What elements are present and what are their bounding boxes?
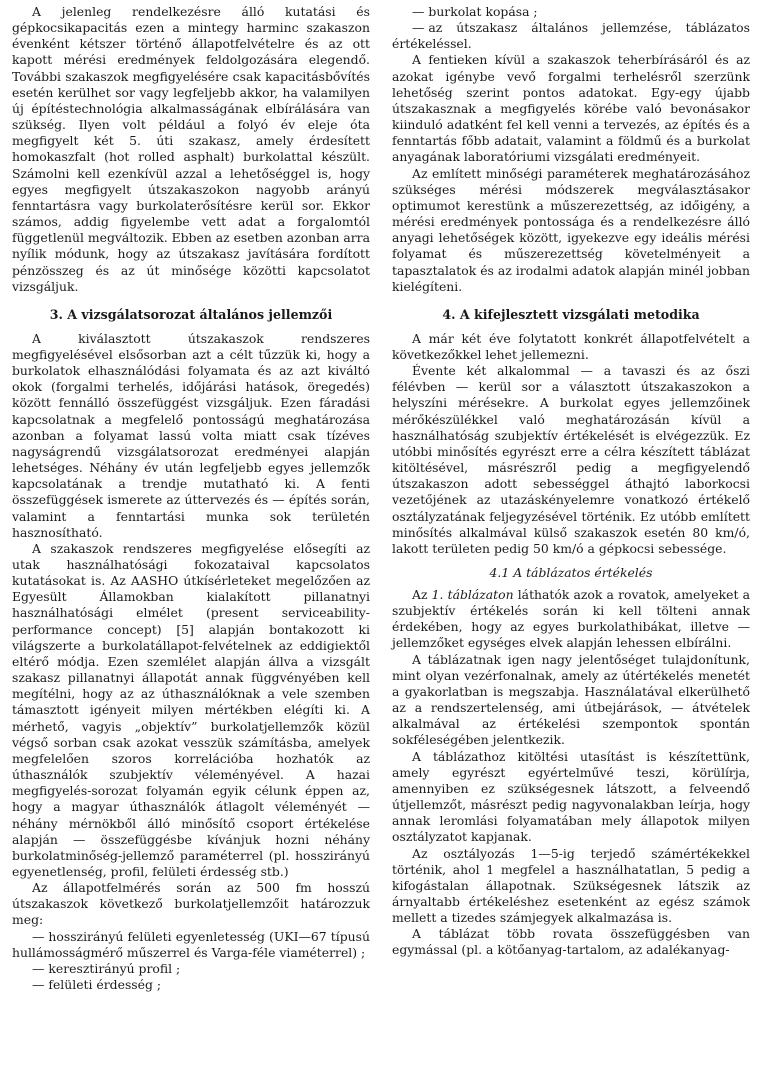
paragraph: A jelenleg rendelkezésre álló kutatási és gépkocsikapacitás ezen a mintegy harminc szakaszon évenként kétszer történő állapotfelvételre és az ott kapott mérési eredmények feldolgozására elegendő. További szakaszok megfigyelésére csak kapacitásbővítés esetén kerülhet sor vagy legfeljebb akkor, ha valamilyen új építéstechnológia alkalmasságának elbírálására van szükség. Ilyen volt például a folyó év eleje óta megfigyelt két 5. úti szakasz, amely érdesített homokaszfalt (hot rolled asphalt) burkolattal készült. Számolni kell ezenkívül azzal a lehetőséggel is, hogy egyes megfigyelt útszakaszokon nagyobb arányú fenntartásra vagy burkolaterősítésre kerül sor. Ekkor számos, addig figyelembe vett adat a forgalomtól függetlenül megváltozik. Ebben az esetben azonban arra nyílik módunk, hogy az útszakasz javítására fordított pénzösszeg és az út minősége közötti kapcsolatot vizsgáljuk. [12, 4, 370, 294]
text-run: láthatók azok a rovatok, amelyeket a szubjektív értékelés során ki kell tölteni annak érdekében, hogy az egyes burkolathibákat, illetve — jellemzőket egységes elvek alapján lehessen elbírálni. [392, 587, 750, 651]
left-column [12, 4, 370, 1077]
paragraph: Az állapotfelmérés során az 500 fm hosszú útszakaszok következő burkolatjellemzőit határozzuk meg: [12, 880, 370, 928]
list-item-text: hosszirányú felületi egyenletesség (UKI—67 típusú hullámosságmérő műszerrel és Varga-féle viaméterrel) ; [12, 928, 370, 960]
list-item-text: keresztirányú profil ; [48, 960, 181, 976]
section-heading: 3. A vizsgálatsorozat általános jellemzői [49, 306, 333, 322]
list-item: — keresztirányú profil ; [32, 960, 181, 976]
list-item: — felületi érdesség ; [32, 977, 162, 993]
paragraph: A táblázathoz kitöltési utasítást is készítettünk, amely egyrészt egyértelművé teszi, körülírja, amennyiben ez szükségesnek látszott, a felveendő útjellemzőt, másrészt pedig nagyvonalakban leírja, hogy annak leromlási folyamatában mely állapotok milyen osztályzatot kapjanak. [392, 748, 750, 845]
paragraph: A kiválasztott útszakaszok rendszeres megfigyelésével elsősorban azt a célt tűzzük ki, hogy a burkolatok elhasználódási folyamata és az azt kiváltó okok (forgalmi terhelés, időjárási hatások, öregedés) között fennálló összefüggést vizsgáljuk. Ezen fáradási kapcsolatnak a megfelelő pontosságú meghatározása azonban a folyamat lassú volta miatt csak tízéves nagyságrendű vizsgálatsorozat eredményei alapján lehetséges. Néhány év után legfeljebb egyes jellemzők kapcsolatának a trendje mutatható ki. A fenti összefüggések ismerete az úttervezés és — építés során, valamint a fenntartási munka sok területén hasznosítható. [12, 330, 370, 540]
list-item: — az útszakasz általános jellemzése, táblázatos értékeléssel. [392, 20, 750, 52]
paragraph: Az említett minőségi paraméterek meghatározásához szükséges mérési módszerek megválasztásakor optimumot kerestünk a műszerezettség, az időigény, a mérési eredmények pontossága és a rendelkezésre álló anyagi lehetőségek között, igyekezve egy ideális mérési folyamat és műszerezettség követelményeit a tapasztalatok és az irodalmi adatok alapján minél jobban kielégíteni. [392, 165, 750, 294]
table-reference: 1. táblázaton [431, 587, 514, 602]
subsection-heading: 4.1 A táblázatos értékelés [489, 565, 653, 580]
section-heading: 4. A kifejlesztett vizsgálati metodika [442, 306, 700, 322]
list-item-text: felületi érdesség ; [48, 977, 162, 993]
text-run: Az [412, 587, 432, 602]
paragraph: Az osztályozás 1—5-ig terjedő számértékekkel történik, ahol 1 megfelel a használhatatlan, 5 pedig a kifogástalan állapotnak. Szükségesnek látszik az árnyaltabb értékeléshez esetenként az egész számok mellett a tizedes számjegyek alkalmazása is. [392, 845, 750, 926]
paragraph: A szakaszok rendszeres megfigyelése elősegíti az utak használhatósági fokozataival kapcsolatos kutatásokat is. Az AASHO útkísérleteket megelőzően az Egyesült Államokban kialakított pillanatnyi használhatósági elmélet (present serviceability-performance concept) [5] alapján bontakozott ki világszerte a burkolatállapot-felvételnek az eddigiektől eltérő módja. Ezen szemlélet alapján állva a vizsgált szakasz pillanatnyi állapotát annak függvényében kell megítélni, hogy az az úthasználóknak a vele szemben támasztott igényeit milyen mértékben elégíti ki. A mérhető, vagyis „objektív” burkolatjellemzők közül végső sorban csak azokat vesszük számításba, amelyek megfelelően szoros korrelációba hozhatók az úthasználók szubjektív véleményével. A hazai megfigyelés-sorozat folyamán egyik célunk éppen az, hogy a magyar úthasználók átlagolt véleményét — néhány mérnökből álló minősítő csoport értékelése alapján — összefüggésbe kívánjuk hozni néhány burkolatminőség-jellemző paraméterrel (pl. hosszirányú egyenetlenség, profil, felületi érdesség stb.) [12, 540, 370, 879]
paragraph: A már két éve folytatott konkrét állapotfelvételt a következőkkel lehet jellemezni. [392, 330, 750, 362]
paragraph [392, 587, 750, 652]
list-item: — hosszirányú felületi egyenletesség (UKI—67 típusú hullámosságmérő műszerrel és Varga-féle viaméterrel) ; [12, 928, 370, 960]
list-item: — burkolat kopása ; [412, 4, 538, 19]
paragraph: Évente két alkalommal — a tavaszi és az őszi félévben — kerül sor a választott útszakaszokon a helyszíni mérésekre. A burkolat egyes jellemzőinek mérőkészülékkel való meghatározásán kívül a használhatóság szubjektív értékelését is elvégezzük. Ez utóbbi minősítés egyrészt erre a célra készített táblázat kitöltésével, másrészről pedig a megfigyelendő útszakaszon adott sebességgel áthajtó laborkocsi vezetőjének az utazáskényelemre vonatkozó értékelő osztályzatának feljegyzésével történik. Ez utóbb említett minősítés alkalmával külső szakaszok esetén 80 km/ó, lakott területen pedig 50 km/ó a gépkocsi sebessége. [392, 363, 750, 556]
list-item-text: burkolat kopása ; [428, 4, 538, 19]
list-item-text: az útszakasz általános jellemzése, táblázatos értékeléssel. [392, 20, 750, 52]
right-column [392, 4, 750, 1077]
paragraph: A táblázat több rovata összefüggésben van egymással (pl. a kötőanyag-tartalom, az adalékanyag- [392, 926, 750, 958]
paragraph: A fentieken kívül a szakaszok teherbírásáról és az azokat igénybe vevő forgalmi terhelésről szerzünk lehetőség szerint pontos adatokat. Egy-egy újabb útszakasznak a megfigyelés körébe való bevonásakor kiinduló adatként fel kell venni a tervezés, az építés és a fenntartás főbb adatait, valamint a földmű és a burkolat anyagának laboratóriumi vizsgálati eredményeit. [392, 52, 750, 165]
paragraph: A táblázatnak igen nagy jelentőséget tulajdonítunk, mint olyan vezérfonalnak, amely az útértékelés menetét a gyakorlatban is megszabja. Használatával elkerülhető az a rendszertelenség, ami útbejárások, — átvételek alkalmával az értékelési szempontok spontán sokféleségében jelentkezik. [392, 651, 750, 748]
